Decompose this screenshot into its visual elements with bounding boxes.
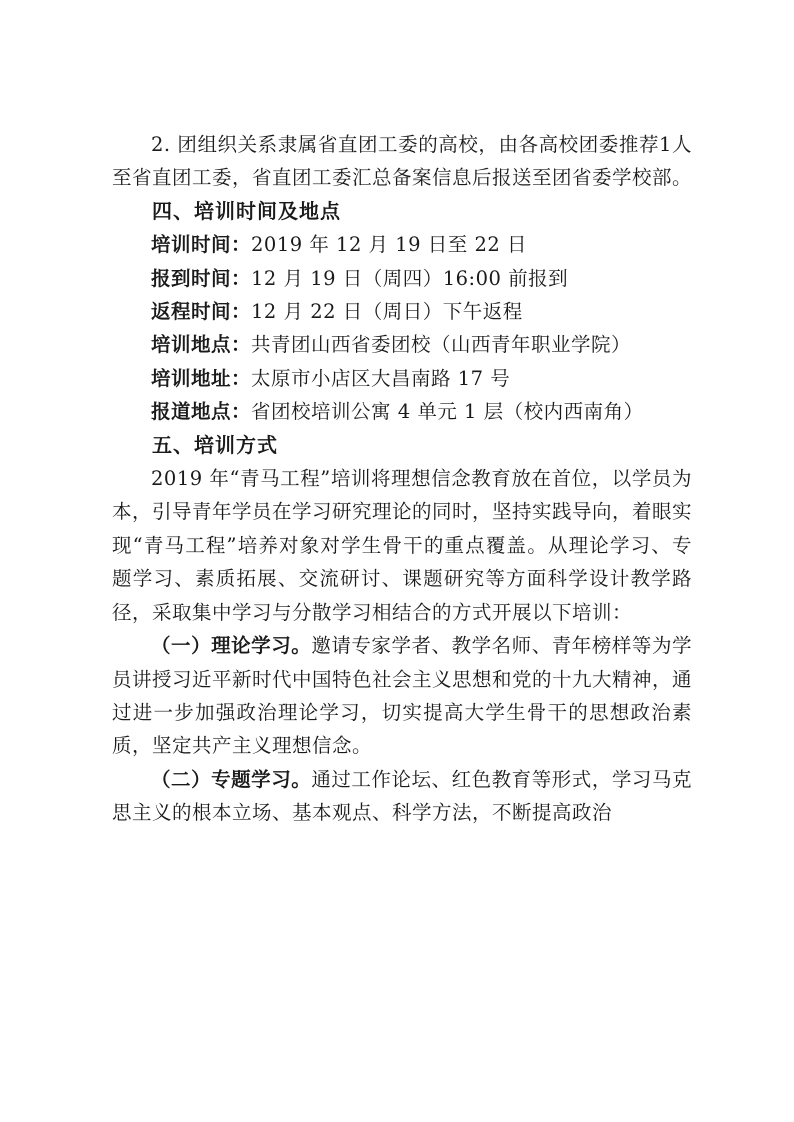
info-label: 返程时间： (151, 300, 252, 324)
section-heading-4: 四、培训时间及地点 (152, 198, 341, 223)
info-line-training-time (112, 228, 692, 261)
subheading-theory-study: （一）理论学习。 (151, 634, 312, 658)
info-line-address (112, 362, 692, 395)
info-value: 共青团山西省委团校（山西青年职业学院） (251, 333, 632, 357)
section-heading-5: 五、培训方式 (152, 432, 278, 457)
info-value: 2019 年 12 月 19 日至 22 日 (251, 233, 527, 257)
document-body (112, 128, 692, 830)
paragraph-theory-study (112, 629, 692, 763)
paragraph-item-2: 2. 团组织关系隶属省直团工委的高校，由各高校团委推荐1人至省直团工委，省直团工委汇总备案信息后报送至团省委学校部。 (112, 133, 693, 190)
info-value: 12 月 22 日（周日）下午返程 (251, 300, 523, 324)
info-line-registration-place (112, 395, 692, 428)
info-line-return-time (112, 295, 692, 328)
info-label: 培训地点： (151, 333, 252, 357)
paragraph-training-method: 2019 年“青马工程”培训将理想信念教育放在首位，以学员为本，引导青年学员在学习研究理论的同时，坚持实践导向，着眼实现“青马工程”培养对象对学生骨干的重点覆盖。从理论学习、专题学习、素质拓展、交流研讨、课题研究等方面科学设计教学路径，采取集中学习与分散学习相结合的方式开展以下培训： (112, 467, 693, 624)
info-label: 培训时间： (151, 233, 252, 257)
info-label: 报道地点： (151, 400, 252, 424)
info-label: 报到时间： (151, 266, 252, 290)
info-label: 培训地址： (151, 366, 252, 390)
subheading-topic-study: （二）专题学习。 (151, 767, 312, 791)
theory-study-text: 邀请专家学者、教学名师、青年榜样等为学员讲授习近平新时代中国特色社会主义思想和党的十九大精神，通过进一步加强政治理论学习，切实提高大学生骨干的思想政治素质，坚定共产主义理想信念。 (112, 634, 693, 758)
info-line-venue (112, 328, 692, 361)
info-value: 省团校培训公寓 4 单元 1 层（校内西南角） (251, 400, 644, 424)
info-value: 12 月 19 日（周四）16:00 前报到 (251, 266, 569, 290)
paragraph-topic-study (112, 763, 692, 830)
info-line-checkin-time (112, 262, 692, 295)
info-value: 太原市小店区大昌南路 17 号 (251, 366, 511, 390)
topic-study-text: 通过工作论坛、红色教育等形式，学习马克思主义的根本立场、基本观点、科学方法，不断提高政治 (112, 767, 692, 825)
